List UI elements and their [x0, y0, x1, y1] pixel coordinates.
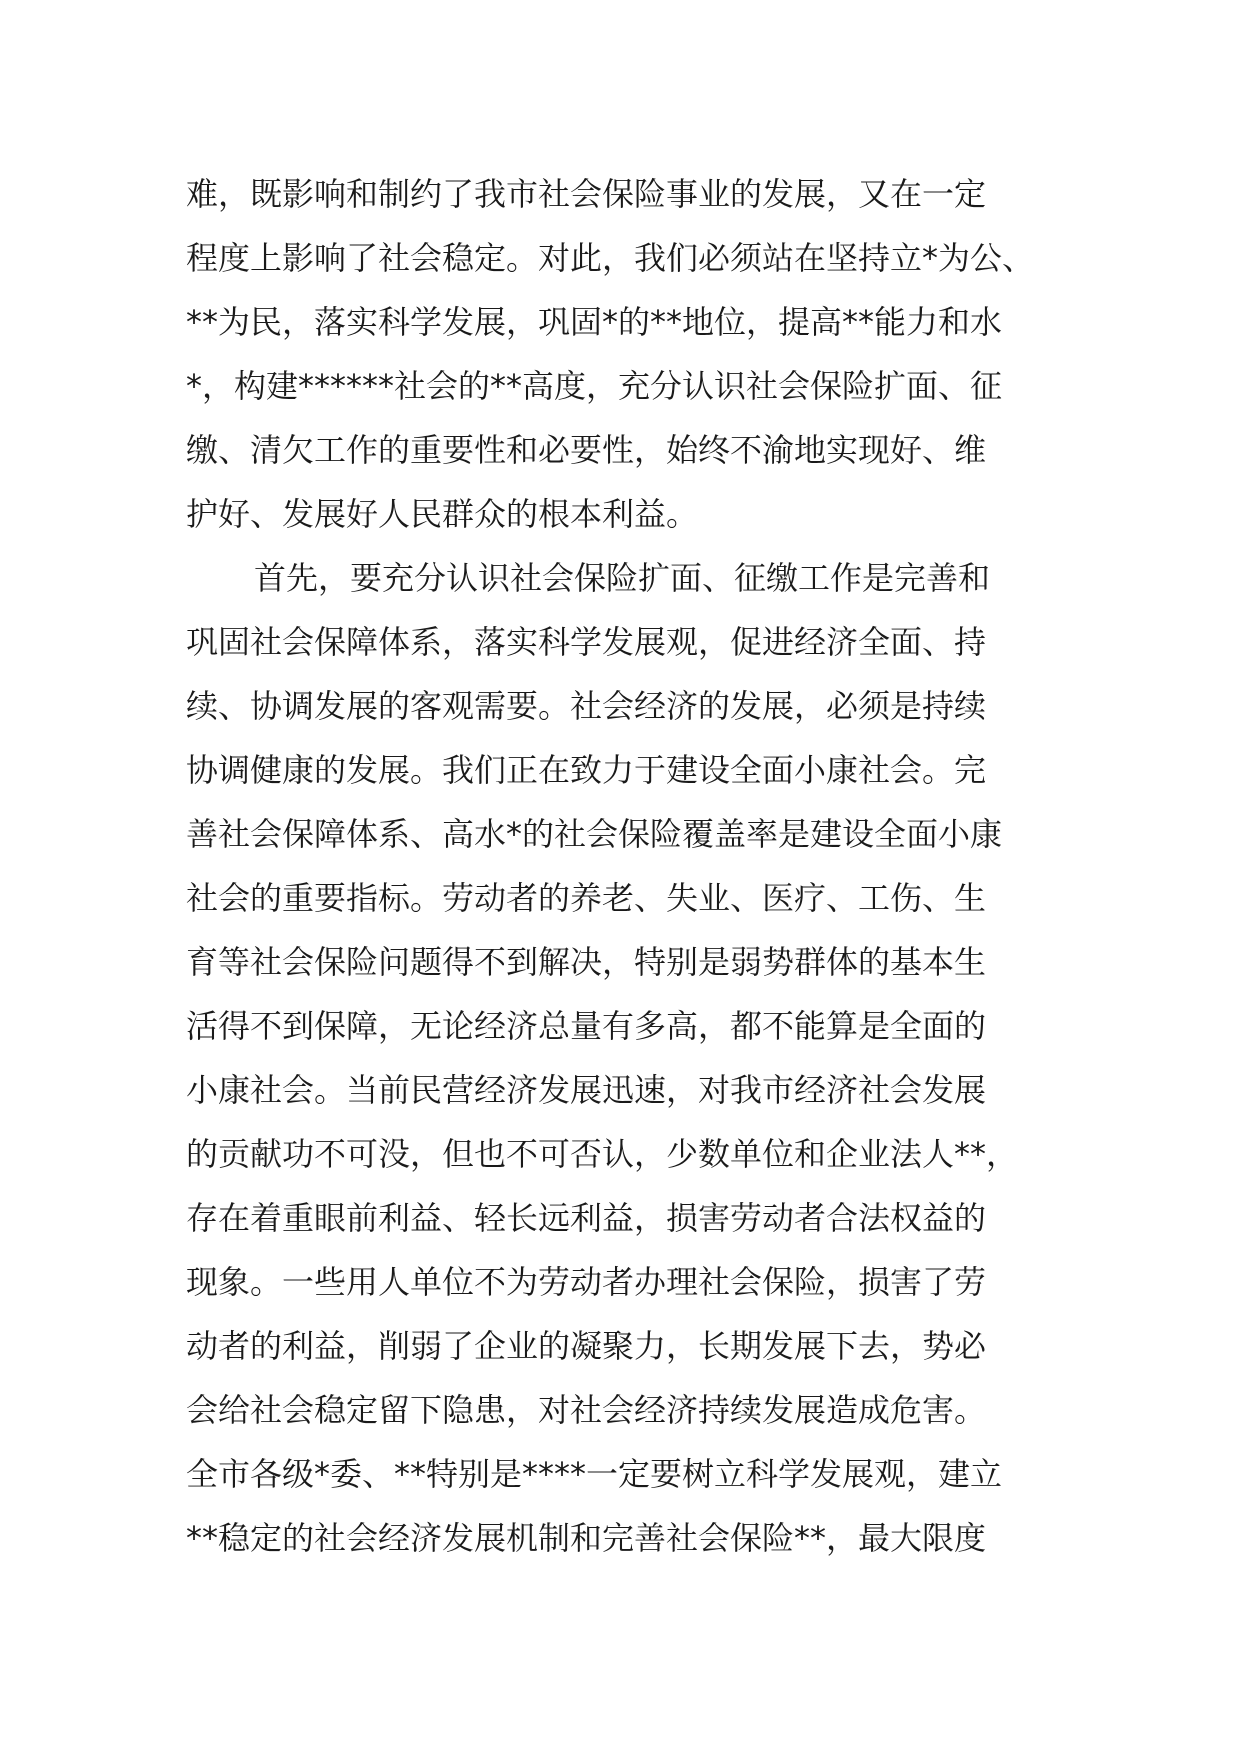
text-line: 难，既影响和制约了我市社会保险事业的发展，又在一定 — [186, 175, 987, 213]
text-line: 活得不到保障，无论经济总量有多高，都不能算是全面的 — [186, 1007, 987, 1045]
text-line: 续、协调发展的客观需要。社会经济的发展，必须是持续 — [186, 687, 987, 725]
text-line: 善社会保障体系、高水*的社会保险覆盖率是建设全面小康 — [186, 815, 1003, 853]
text-line: 护好、发展好人民群众的根本利益。 — [186, 495, 699, 533]
text-line: 巩固社会保障体系，落实科学发展观，促进经济全面、持 — [186, 623, 987, 661]
text-line: 社会的重要指标。劳动者的养老、失业、医疗、工伤、生 — [186, 879, 987, 917]
text-line: **为民，落实科学发展，巩固*的**地位，提高**能力和水 — [186, 303, 1003, 341]
text-line: 会给社会稳定留下隐患，对社会经济持续发展造成危害。 — [186, 1391, 987, 1429]
text-line: 的贡献功不可没，但也不可否认，少数单位和企业法人**， — [186, 1135, 1019, 1173]
text-line: 动者的利益，削弱了企业的凝聚力，长期发展下去，势必 — [186, 1327, 987, 1365]
text-line: 程度上影响了社会稳定。对此，我们必须站在坚持立*为公、 — [186, 239, 1035, 277]
text-line: 小康社会。当前民营经济发展迅速，对我市经济社会发展 — [186, 1071, 987, 1109]
text-line: **稳定的社会经济发展机制和完善社会保险**，最大限度 — [186, 1519, 987, 1557]
text-line: 育等社会保险问题得不到解决，特别是弱势群体的基本生 — [186, 943, 987, 981]
paragraph-first-line: 首先，要充分认识社会保险扩面、征缴工作是完善和 — [254, 559, 991, 597]
text-line: 存在着重眼前利益、轻长远利益，损害劳动者合法权益的 — [186, 1199, 987, 1237]
text-line: 现象。一些用人单位不为劳动者办理社会保险，损害了劳 — [186, 1263, 987, 1301]
text-line: 缴、清欠工作的重要性和必要性，始终不渝地实现好、维 — [186, 431, 987, 469]
text-line: 协调健康的发展。我们正在致力于建设全面小康社会。完 — [186, 751, 987, 789]
text-line: 全市各级*委、**特别是****一定要树立科学发展观，建立 — [186, 1455, 1003, 1493]
text-line: *，构建******社会的**高度，充分认识社会保险扩面、征 — [186, 367, 1003, 405]
